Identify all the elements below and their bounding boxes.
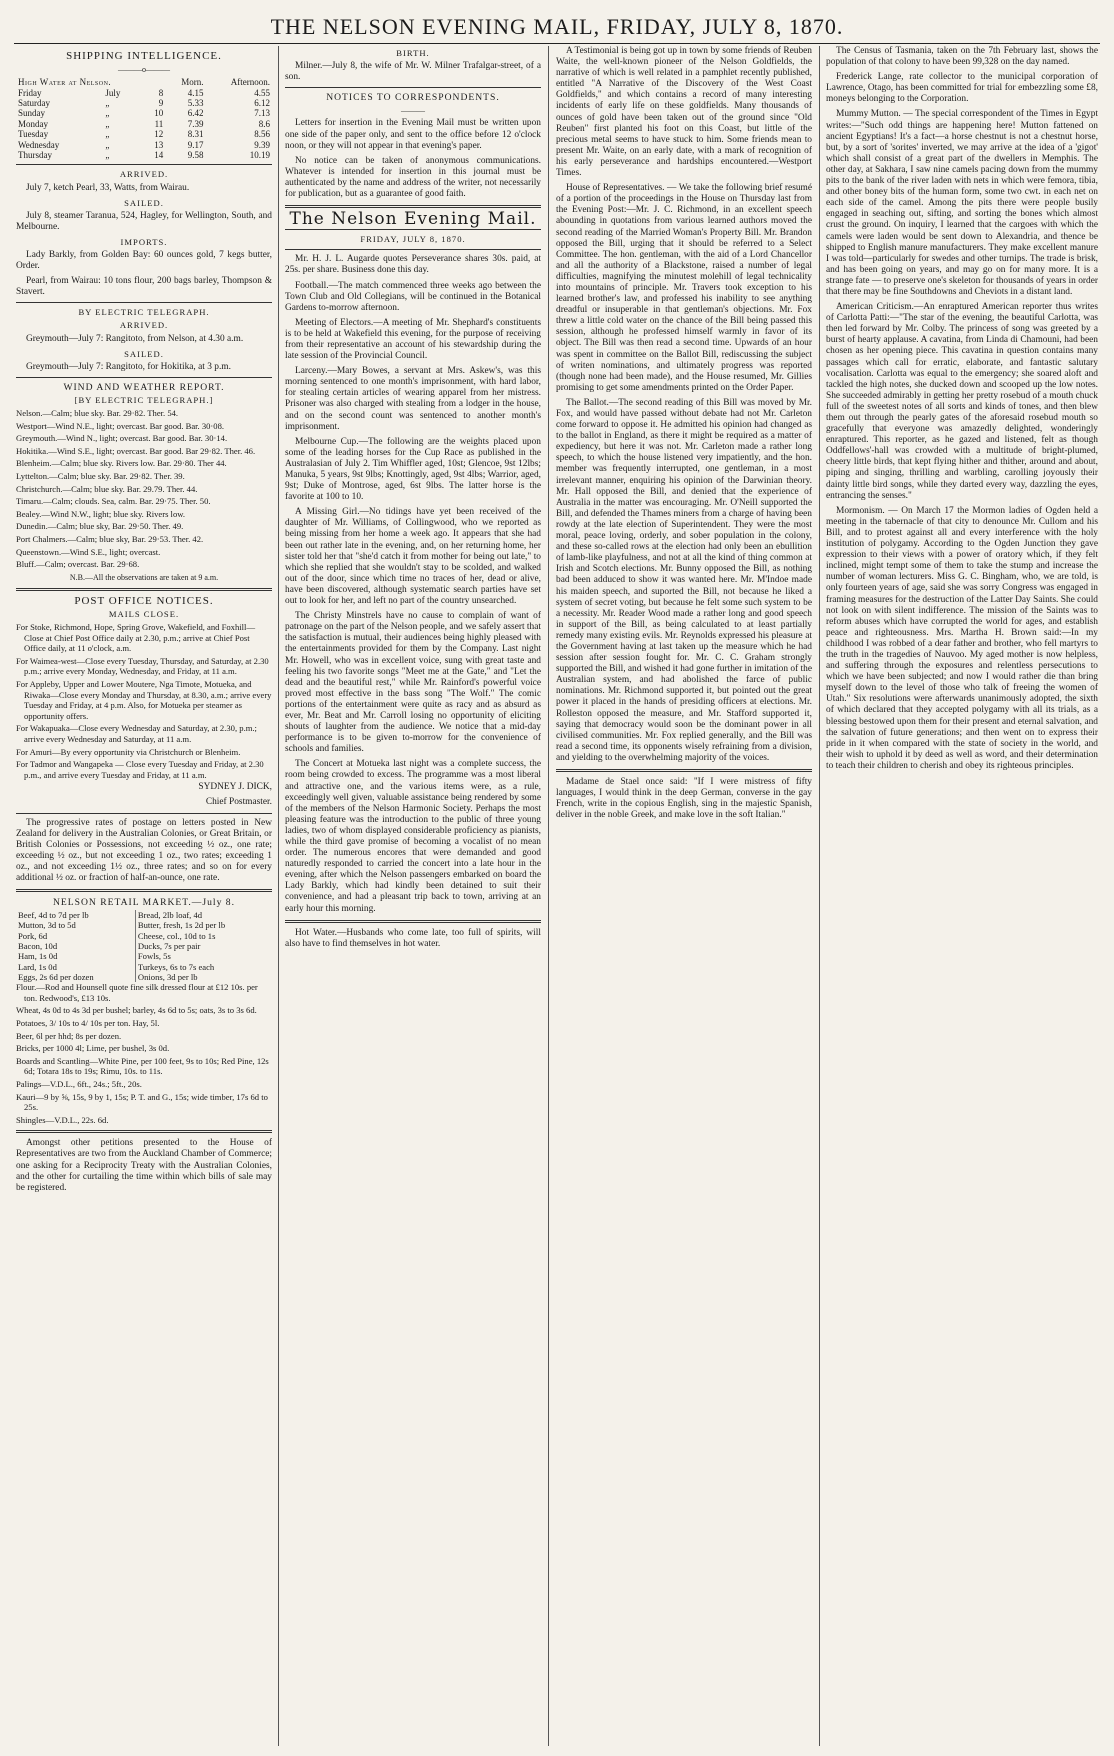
divider	[16, 813, 272, 814]
market-cell: Onions, 3d per lb	[135, 972, 272, 982]
market-table	[16, 910, 272, 982]
tide-cell: 6.12	[254, 98, 270, 108]
shipping-heading: SHIPPING INTELLIGENCE.	[66, 50, 222, 62]
tide-cell: 14	[154, 150, 164, 161]
notice-text: No notice can be taken of anonymous communications. Whatever is intended for insertion in this journal must be authenticated by the name and address of the writer, not necessarily for publication, but as a guarantee of good faith.	[285, 155, 541, 200]
tide-cell: 5.33	[187, 98, 204, 108]
tide-row	[16, 140, 272, 150]
news-paragraph: Football.—The match commenced three weeks ago between the Town Club and Old Collegians, will be continued in the Botanical Gardens to-morrow afternoon.	[285, 280, 541, 313]
paper-nameplate: The Nelson Evening Mail.	[289, 209, 537, 230]
market-cell: Eggs, 2s 6d per dozen	[18, 971, 94, 982]
news-paragraph: American Criticism.—An enraptured American reporter thus writes of Carlotta Patti:—"The star of the evening, the beautiful Carlotta, was then led forward by Mr. Colby. The princess of song was greeted by a burst of hearty applause. A cavatina, from Linda di Chamouni, had been chosen as her opening piece. This cavatina in question contains many passages which call for erratic, elaborate, and fantastic salutary vocalisation. Carlotta was equal to the emergency; she soared aloft and tackled the high notes, she ducked down and scooped up the low notes. She succeeded admirably in getting her pretty rosebud of a mouth chuck full of the sweetest notes of all sorts and kinds of tones, and then blew them out through the pearly gates of the aforesaid rosebud mouth so gracefully that everyone was amazedly delighted, wonderingly enraptured. This reporter, as he gazed and listened, felt as though Oddfellows'-hall was crowded with a multitude of bright-plumed, cheery little birds, that kept flying hither and thither, around and about, piping and singing, thrilling and warbling, carolling joyously their dainty little bird songs, while they darted every way, dazzling the eyes, entrancing the senses."	[826, 302, 1098, 501]
news-paragraph: The Census of Tasmania, taken on the 7th February last, shows the population of that colony to have been 99,328 on the day named.	[826, 46, 1098, 68]
divider	[285, 229, 541, 230]
tide-table	[16, 77, 272, 160]
tide-cell: 4.55	[254, 87, 270, 98]
market-cell: Fowls, 5s	[135, 951, 272, 961]
imports-text: Pearl, from Wairau: 10 tons flour, 200 bags barley, Thompson & Stavert.	[16, 276, 272, 298]
news-paragraph: Meeting of Electors.—A meeting of Mr. Shephard's constituents is to be held at Wakefield this evening, for the purpose of receiving from their representative an account of his stewardship during the late session of the Provincial Council.	[285, 317, 541, 362]
postage-rates: The progressive rates of postage on letters posted in New Zealand for delivery in the Australian Colonies, or Great Britain, or British Colonies or Possessions, not exceeding ½ oz., one rate; exceeding ½ oz., but not exceeding 1 oz., two rates; exceeding 1 oz., and not exceeding 1½ oz., three rates; and so on for every additional ½ oz. or fraction of half-an-ounce, one rate.	[16, 817, 272, 883]
divider	[16, 889, 272, 892]
column-rule	[278, 46, 279, 1746]
market-note: Wheat, 4s 0d to 4s 3d per bushel; barley, 4s 6d to 5s; oats, 3s to 3s 6d.	[16, 1005, 257, 1016]
divider	[16, 1130, 272, 1133]
market-cell: Pork, 6d	[18, 930, 48, 941]
tide-cell: 4.15	[187, 87, 204, 98]
tide-cell: 7.13	[254, 108, 270, 119]
market-cell: Butter, fresh, 1s 2d per lb	[135, 920, 272, 930]
tide-cell: 9.58	[187, 150, 204, 161]
telegraph-heading: BY ELECTRIC TELEGRAPH.	[78, 307, 210, 318]
column-rule	[819, 46, 820, 1746]
news-paragraph: Frederick Lange, rate collector to the municipal corporation of Lawrence, Otago, has been committed for trial for embezzling some £8, moneys belonging to the Corporation.	[826, 72, 1098, 105]
weather-entry: Christchurch.—Calm; blue sky. Bar. 29.79. Ther. 44.	[16, 483, 198, 494]
divider	[285, 87, 541, 88]
news-paragraph: Melbourne Cup.—The following are the weights placed upon some of the leading horses for the Cup Race as published in the Australasian of July 2. Tim Whiffler aged, 10st; Glencoe, 9st 12lbs; Manuka, 5 years, 9st 9lbs; Knottingly, aged, 9st 4lbs; Warrior, aged, 9st; Duke of Montrose, aged, 6st 9lbs. The latter horse is the favorite at 100 to 10.	[285, 436, 541, 503]
tide-cell: „	[105, 118, 110, 129]
tide-cell: Thursday	[18, 150, 52, 161]
tide-row	[16, 150, 272, 160]
news-items	[285, 254, 541, 914]
tide-cell: July	[105, 87, 121, 98]
weather-entry: Bealey.—Wind N.W., light; blue sky. Rivers low.	[16, 508, 186, 519]
market-cell: Ham, 1s 0d	[18, 951, 58, 962]
market-note: Kauri—9 by ⅝, 15s, 9 by 1, 15s; P. T. and G., 15s; wide timber, 17s 6d to 25s.	[16, 1091, 268, 1113]
market-note: Potatoes, 3/ 10s to 4/ 10s per ton. Hay, 5l.	[16, 1018, 160, 1029]
tide-header-afternoon: Afternoon.	[230, 77, 270, 88]
market-row	[16, 972, 272, 982]
ornament-divider: ———	[401, 106, 425, 116]
market-row	[16, 910, 272, 920]
divider	[285, 249, 541, 250]
market-row	[16, 941, 272, 951]
tide-cell: 8	[158, 87, 164, 98]
news-paragraph: Mormonism. — On March 17 the Mormon ladies of Ogden held a meeting in the tabernacle of that city to denounce Mr. Cullom and his Bill, and to protest against all and every interference with the holy institution of polygamy. According to the Ogden Junction they gave expression to their views with a power of oratory which, if they felt inclined, might tempt some of them to take the stump and increase the number of woman lecturers. Miss G. C. Bingham, who, we are told, is only fourteen years of age, said she was sorry Congress was engaged in framing measures for the destruction of the Latter Day Saints. She could not look on with silent indifference. The mission of the Saints was to reform abuses which have corrupted the world for ages, and establish peace and righteousness. Mrs. Martha H. Brown said:—In my childhood I was robbed of a dear father and brother, who fell martyrs to the truth in the tragedies of Nauvoo. My aged mother is now helpless, and suffering through the exposures and relentless persecutions to which we have been subjected; and now I would rather die than bring myself down to the level of those who talk of freeing the women of Utah." Six resolutions were afterwards unanimously adopted, the sixth of which declared that they accepted polygamy with all its trials, as a blessing bestowed upon them for their present and eternal salvation, and the salvation of future generations; and then went on to express their pride in it when compared with the state of society in the world, and their wish to uphold it by deed as well as word, and their determination to teach their children to cherish and obey its righteous principles.	[826, 505, 1098, 771]
weather-entry: Greymouth.—Wind N., light; overcast. Bar good. Bar. 30·14.	[16, 433, 228, 444]
madame-de-stael-quote: Madame de Stael once said: "If I were mistress of fifty languages, I would think in the deep German, converse in the gay French, write in the copious English, sing in the majestic Spanish, deliver in the noble Greek, and make love in the soft Italian."	[556, 777, 812, 821]
tide-row	[16, 129, 272, 139]
market-cell: Mutton, 3d to 5d	[18, 920, 76, 931]
market-note: Beer, 6l per hhd; 8s per dozen.	[16, 1030, 122, 1041]
tide-cell: 11	[154, 118, 164, 129]
news-paragraph: The Christy Minstrels have no cause to complain of want of patronage on the part of the Nelson people, and we safely assert that the satisfaction is mutual, their audiences being highly pleased with the entertainments provided for them by the Company. Last night Mr. Howell, who was in excellent voice, sung with great taste and feeling his two favorite songs "Meet me at the Gate," and "Let the dead and the beautiful rest," while Mr. Rainford's powerful voice proved most effective in the bass song "The Wolf." The comic portions of the entertainment were quite as racy and as absurd as ever, Mr. Beat and Mr. Carroll losing no opportunity of eliciting shouts of laughter from the audience. We notice that a mid-day performance is to be given to-morrow for the convenience of schools and families.	[285, 611, 541, 755]
notices-heading: NOTICES TO CORRESPONDENTS.	[326, 92, 500, 104]
news-paragraph: The Ballot.—The second reading of this Bill was moved by Mr. Fox, and would have passed without debate had not Mr. Carleton come forward to oppose it. He admitted his opinion had changed as to the ballot in England, as there it might be required as a matter of expediency, but here it was not. Mr. Carleton made a rather long speech, to which the house listened very impatiently, and the hon. member was frequently interrupted, one gentleman, in a most irrelevant manner, enquiring his opinion of the Darwinian theory. Mr. Hall opposed the Bill, and denied that the experience of Australia in the matter was encouraging. Mr. O'Neill supported the Bill, and defended the Thames miners from a charge of having been rowdy at the late election of Superintendent. They were the most moral, peace loving, orderly, and sober population in the colony, and these so-called rows at the election had only been an ebullition of lamb-like playfulness, and not at all the kind of thing common at Irish and Scotch elections. Mr. Bunny opposed the Bill, as nothing bad been adduced to show it was wanted here. Mr. M'Indoe made his maiden speech, and suported the Bill, not because he liked a system of secret voting, but because he felt some such system to be a necessity. Mr. Reader Wood made a rather long and good speech in support of the Bill, as being calculated to at least partially remedy many existing evils. Mr. Reynolds expressed his pleasure at the Government having at last taken up the measure which he had session after session fought for. Mr. C. C. Graham strongly supported the Bill, and wished it had gone further in imitation of the Australian system, and had abolished the farce of public nominations. Mr. Richmond supported it, but pointed out the great power it placed in the hands of presiding officers at elections. Mr. Rolleston opposed the measure, and Mr. Stafford supported it, saying that democracy would soon be the dominant power in all civilised communities. Mr. Fox replied generally, and the Bill was read a second time, its opponents wisely refraining from a division, and yielding to the overwhelming majority of the voices.	[556, 397, 812, 763]
tide-cell: „	[105, 129, 110, 140]
tide-cell: „	[105, 139, 110, 150]
mail-notice: For Waimea-west—Close every Tuesday, Thursday, and Saturday, at 2.30 p.m.; arrive every Monday, Wednesday, and Friday, at 11 a.m.	[16, 655, 269, 677]
post-list	[16, 622, 272, 780]
news-paragraph: A Missing Girl.—No tidings have yet been received of the daughter of Mr. Williams, of Collingwood, who we reported as being missing from her home a week ago. It appears that she had been out rather late in the evening, and, on her returning home, her sister told her that "she'd catch it from mother for being out late," to which she replied that she wouldn't stay to be scolded, and walked out of the door, since which time no traces of her, dead or alive, have been discovered, although systematic search parties have set out to look for her, and left no part of the country unsearched.	[285, 507, 541, 607]
market-note: Boards and Scantling—White Pine, per 100 feet, 9s to 10s; Red Pine, 12s 6d; Totara 18s to 19s; Rimu, 10s. to 11s.	[16, 1055, 269, 1077]
telegraph-sailed: Greymouth—July 7: Rangitoto, for Hokitika, at 3 p.m.	[26, 361, 231, 372]
weather-heading: WIND AND WEATHER REPORT.	[63, 381, 225, 393]
mail-notice: For Tadmor and Wangapeka — Close every Tuesday and Friday, at 2.30 p.m., and arrive every Tuesday and Friday, at 11 a.m.	[16, 759, 264, 780]
tide-cell: 12	[154, 129, 164, 140]
market-row	[16, 962, 272, 972]
news-paragraph: Mummy Mutton. — The special correspondent of the Times in Egypt writes:—"Such odd things are happening here! Mutton fattened on ancient Egyptians! It's a fact—a horse chestnut is not a chestnut horse, but, by a sort of 'sorites' inverted, we may arrive at the idea of a 'gigot' which shall consist of a great part of the dwellers in Memphis. The other day, at Sakhara, I saw nine camels pacing down from the mummy pits to the bank of the river laden with nets in which were femora, tibia, and other boney bits of the human form, some two cwt. in each net on each side of the camel. Among the pits there were people busily engaged in seaching out, sifting, and sorting the bones which almost crust the ground. On inquiry, I learned that the cargoes with which the camels were laden would be sent down to Alexandria, and thence be shipped to English manure manufacturers. They make excellent manure I was told—particularly for swedes and other turnips. The trade is brisk, and has been going on years, and may go on for many more. It is a strange fate — to preserve one's skeleton for thousands of years in order that there may be fine Southdowns and Cheviots in a distant land.	[826, 109, 1098, 297]
tide-cell: 8.56	[254, 129, 270, 140]
weather-entry: Queenstown.—Wind S.E., light; overcast.	[16, 546, 161, 557]
sailed-heading: SAILED.	[124, 197, 164, 208]
market-note: Bricks, per 1000 4l; Lime, per bushel, 3s 0d.	[16, 1043, 170, 1054]
market-row	[16, 951, 272, 961]
divider	[16, 302, 272, 303]
tide-cell: „	[105, 98, 110, 108]
notice-text: Letters for insertion in the Evening Mail must be written upon one side of the paper only, and sent to the office before 12 o'clock noon, or they will not appear in that evening's paper.	[285, 118, 541, 151]
tide-row	[16, 119, 272, 129]
market-row	[16, 920, 272, 930]
divider	[285, 920, 541, 923]
tide-cell: 10	[154, 108, 164, 119]
news-paragraph: The Concert at Motueka last night was a complete success, the room being crowded to excess. The programme was a most liberal and attractive one, and the various items were, as a rule, exceedingly well given, valuable assistance being rendered by some of the members of the Nelson Harmonic Society. Perhaps the most pleasing feature was the introduction to the public of three young ladies, two of whom displayed considerable proficiency as pianists, while the third gave promise of becoming a vocalist of no mean order. The numerous encores that were demanded and good naturedly responded to carried the concert into a late hour in the evening, after which the Nelson passengers embarked on board the Lady Barkly, which had kindly been detained to suit their convenience, and had a pleasant trip back to town, arriving at an early hour this morning.	[285, 759, 541, 914]
arrived-text: July 7, ketch Pearl, 33, Watts, from Wairau.	[26, 182, 190, 193]
mail-notice: For Appleby, Upper and Lower Moutere, Nga Timote, Motueka, and Riwaka—Close every Monday and Thursday, at 8.30, a.m.; arrive every Tuesday and Friday, at 4 p.m. Also, for Motueka per steamer as opportunity offers.	[16, 679, 272, 721]
market-note: Palings—V.D.L., 6ft., 24s.; 5ft., 20s.	[16, 1079, 142, 1090]
news-paragraph: Mr. H. J. L. Augarde quotes Perseverance shares 30s. paid, at 25s. per share. Business done this day.	[285, 254, 541, 276]
birth-heading: BIRTH.	[396, 48, 430, 58]
tide-cell: 10.19	[249, 150, 270, 161]
market-notes	[16, 982, 272, 1125]
divider	[16, 377, 272, 378]
postmaster-title: Chief Postmaster.	[205, 797, 272, 808]
tide-header-morn: Morn.	[181, 77, 204, 88]
birth-notice: Milner.—July 8, the wife of Mr. W. Milner Trafalgar-street, of a son.	[285, 61, 541, 83]
tide-row	[16, 108, 272, 118]
tide-cell: 9.17	[187, 139, 204, 150]
column-rule	[548, 46, 549, 1746]
market-cell: Beef, 4d to 7d per lb	[18, 910, 89, 921]
news-paragraph: Larceny.—Mary Bowes, a servant at Mrs. Askew's, was this morning sentenced to one month's imprisonment, with hard labor, for stealing certain articles of wearing apparel from her mistress. Prisoner was also charged with stealing from a lodger in the house, and on the second count was sentenced to another month's imprisonment.	[285, 366, 541, 432]
weather-entry: Blenheim.—Calm; blue sky. Rivers low. Bar. 29·80. Ther 44.	[16, 458, 227, 469]
tide-cell: Friday	[18, 87, 42, 98]
tide-cell: Sunday	[18, 108, 45, 119]
market-cell: Bacon, 10d	[18, 941, 58, 952]
news-items	[556, 46, 812, 764]
post-office-heading: POST OFFICE NOTICES.	[74, 594, 214, 607]
imports-heading: IMPORTS.	[120, 236, 168, 247]
tide-cell: Tuesday	[18, 129, 49, 140]
weather-entry: Nelson.—Calm; blue sky. Bar. 29·82. Ther. 54.	[16, 408, 179, 419]
hot-water-paragraph: Hot Water.—Husbands who come late, too full of spirits, will also have to find themselves in hot water.	[285, 927, 541, 949]
divider	[556, 769, 812, 772]
weather-entry: Hokitika.—Wind S.E., light; overcast. Bar good. Bar 29·82. Ther. 46.	[16, 445, 256, 456]
column-3	[556, 46, 812, 1748]
tide-cell: 8.6	[258, 118, 270, 129]
tide-cell: „	[105, 150, 110, 161]
market-note: Shingles—V.D.L., 22s. 6d.	[16, 1114, 109, 1125]
divider	[16, 588, 272, 591]
news-items	[826, 46, 1098, 772]
tide-cell: Saturday	[18, 98, 50, 108]
tide-cell: 9	[158, 98, 164, 108]
weather-note: N.B.—All the observations are taken at 9 a.m.	[69, 572, 219, 582]
tide-header: High Water at Nelson.	[18, 77, 112, 88]
weather-entry: Port Chalmers.—Calm; blue sky, Bar. 29·53. Ther. 42.	[16, 533, 204, 544]
market-cell: Ducks, 7s per pair	[135, 941, 272, 951]
divider	[16, 164, 272, 165]
tide-cell: Monday	[18, 118, 48, 129]
editorial-date: FRIDAY, JULY 8, 1870.	[360, 234, 466, 245]
tide-row	[16, 88, 272, 98]
arrived-heading: ARRIVED.	[119, 169, 169, 180]
news-paragraph: A Testimonial is being got up in town by some friends of Reuben Waite, the well-known pioneer of the Nelson Goldfields, the narrative of which is well related in a pamphlet recently published, entitled "A Narrative of the Discovery of the West Coast Goldfields," and which contains a record of many interesting incidents of early life on these goldfields. Many thousands of ounces of gold have been taken out of the ground since "Old Reuben" first planted his foot on this Coast, but little of the precious metal seems to have stuck to him. Some friends mean to present Mr. Waite, on an early date, with a mark of recognition of his early perseverance and hardships encountered.—Westport Times.	[556, 46, 812, 179]
weather-entry: Lyttelton.—Calm; blue sky. Bar. 29·82. Ther. 39.	[16, 471, 185, 481]
tide-cell: Wednesday	[18, 139, 60, 150]
weather-entry: Westport—Wind N.E., light; overcast. Bar good. Bar. 30·08.	[16, 420, 225, 431]
tide-cell: 9.39	[254, 139, 270, 150]
tide-cell: 6.42	[187, 108, 204, 119]
weather-entry: Dunedin.—Calm; blue sky, Bar. 29·50. Ther. 49.	[16, 521, 184, 532]
column-2	[285, 46, 541, 1748]
mail-notice: For Wakapuaka—Close every Wednesday and Saturday, at 2.30, p.m.; arrive every Wednesday and Saturday, at 11 a.m.	[16, 723, 257, 744]
mail-notice: For Stoke, Richmond, Hope, Spring Grove, Wakefield, and Foxhill—Close at Chief Post Office daily at 2.30, p.m.; arrive at Chief Post Office daily, at 11 o'clock, a.m.	[16, 622, 256, 654]
market-cell: Turkeys, 6s to 7s each	[135, 962, 272, 972]
market-cell: Bread, 2lb loaf, 4d	[135, 910, 272, 920]
tide-cell: „	[105, 108, 110, 119]
masthead: THE NELSON EVENING MAIL, FRIDAY, JULY 8, 1870.	[14, 8, 1100, 44]
weather-list	[16, 408, 272, 570]
arrived-heading: ARRIVED.	[119, 320, 169, 331]
market-cell: Cheese, col., 10d to 1s	[135, 931, 272, 941]
tide-row	[16, 98, 272, 108]
market-row	[16, 931, 272, 941]
tide-header-row	[16, 77, 272, 87]
petitions-paragraph: Amongst other petitions presented to the House of Representatives are two from the Auckland Chamber of Commerce; one asking for a Reciprocity Treaty with the Australian Colonies, and the other for curtailing the time within which bills of sale may be registered.	[16, 1138, 272, 1193]
market-heading: NELSON RETAIL MARKET.—July 8.	[53, 897, 235, 909]
sailed-text: July 8, steamer Taranua, 524, Hagley, for Wellington, South, and Melbourne.	[16, 210, 272, 232]
tide-cell: 7.39	[187, 118, 204, 129]
column-4	[826, 46, 1098, 1748]
market-cell: Lard, 1s 0d	[18, 961, 57, 972]
weather-entry: Bluff.—Calm; overcast. Bar. 29·68.	[16, 559, 140, 570]
ornament-divider: ———o———	[118, 65, 170, 75]
news-paragraph: House of Representatives. — We take the following brief resumé of a portion of the proceedings in the House on Thursday last from the Evening Post:—Mr. J. C. Richmond, in an excellent speech abounding in quotations from various learned authors moved the second reading of the Married Woman's Property Bill. Mr. Brandon opposed the Bill, urging that it should be referred to a Select Committee. The hon. gentleman, with the aid of a Lord Chancellor and all the authority of a Blackstone, raised a number of legal difficulties, magnifying the minutest molehill of legal technicality into mountains of principle. Mr. Travers took exception to his learned brother's law, and professed his inability to see anything dreadful or insuperable in that gentleman's objections. Mr. Fox threw a little cold water on the chance of the Bill being passed this session, although he professed himself warmly in favor of its object. The Bill was then read a second time. Upwards of an hour was spent in committee on the Ballot Bill, rediscussing the subject of writen nominations, and ultimately progress was reported (though none had been made), and the House resumed, Mr. Gillies promising to get some amendments printed on the Order Paper.	[556, 183, 812, 393]
divider	[285, 205, 541, 208]
telegraph-arrived: Greymouth—July 7: Rangitoto, from Nelson, at 4.30 a.m.	[26, 333, 244, 344]
column-1	[16, 46, 272, 1748]
market-note: Flour.—Rod and Hounsell quote fine silk dressed flour at £12 10s. per ton. Redwood's, £13 10s.	[16, 982, 258, 1003]
tide-cell: 13	[154, 139, 164, 150]
weather-entry: Timaru.—Calm; clouds. Sea, calm. Bar. 29·75. Ther. 50.	[16, 496, 211, 507]
tide-cell: 8.31	[187, 129, 204, 140]
mail-notice: For Amuri—By every opportunity via Christchurch or Blenheim.	[16, 746, 241, 757]
weather-subheading: [BY ELECTRIC TELEGRAPH.]	[74, 394, 214, 405]
imports-text: Lady Barkly, from Golden Bay: 60 ounces gold, 7 kegs butter, Order.	[16, 250, 272, 272]
sailed-heading: SAILED.	[124, 348, 164, 359]
postmaster-name: SYDNEY J. DICK,	[198, 782, 272, 793]
mails-close-heading: MAILS CLOSE.	[108, 608, 180, 619]
